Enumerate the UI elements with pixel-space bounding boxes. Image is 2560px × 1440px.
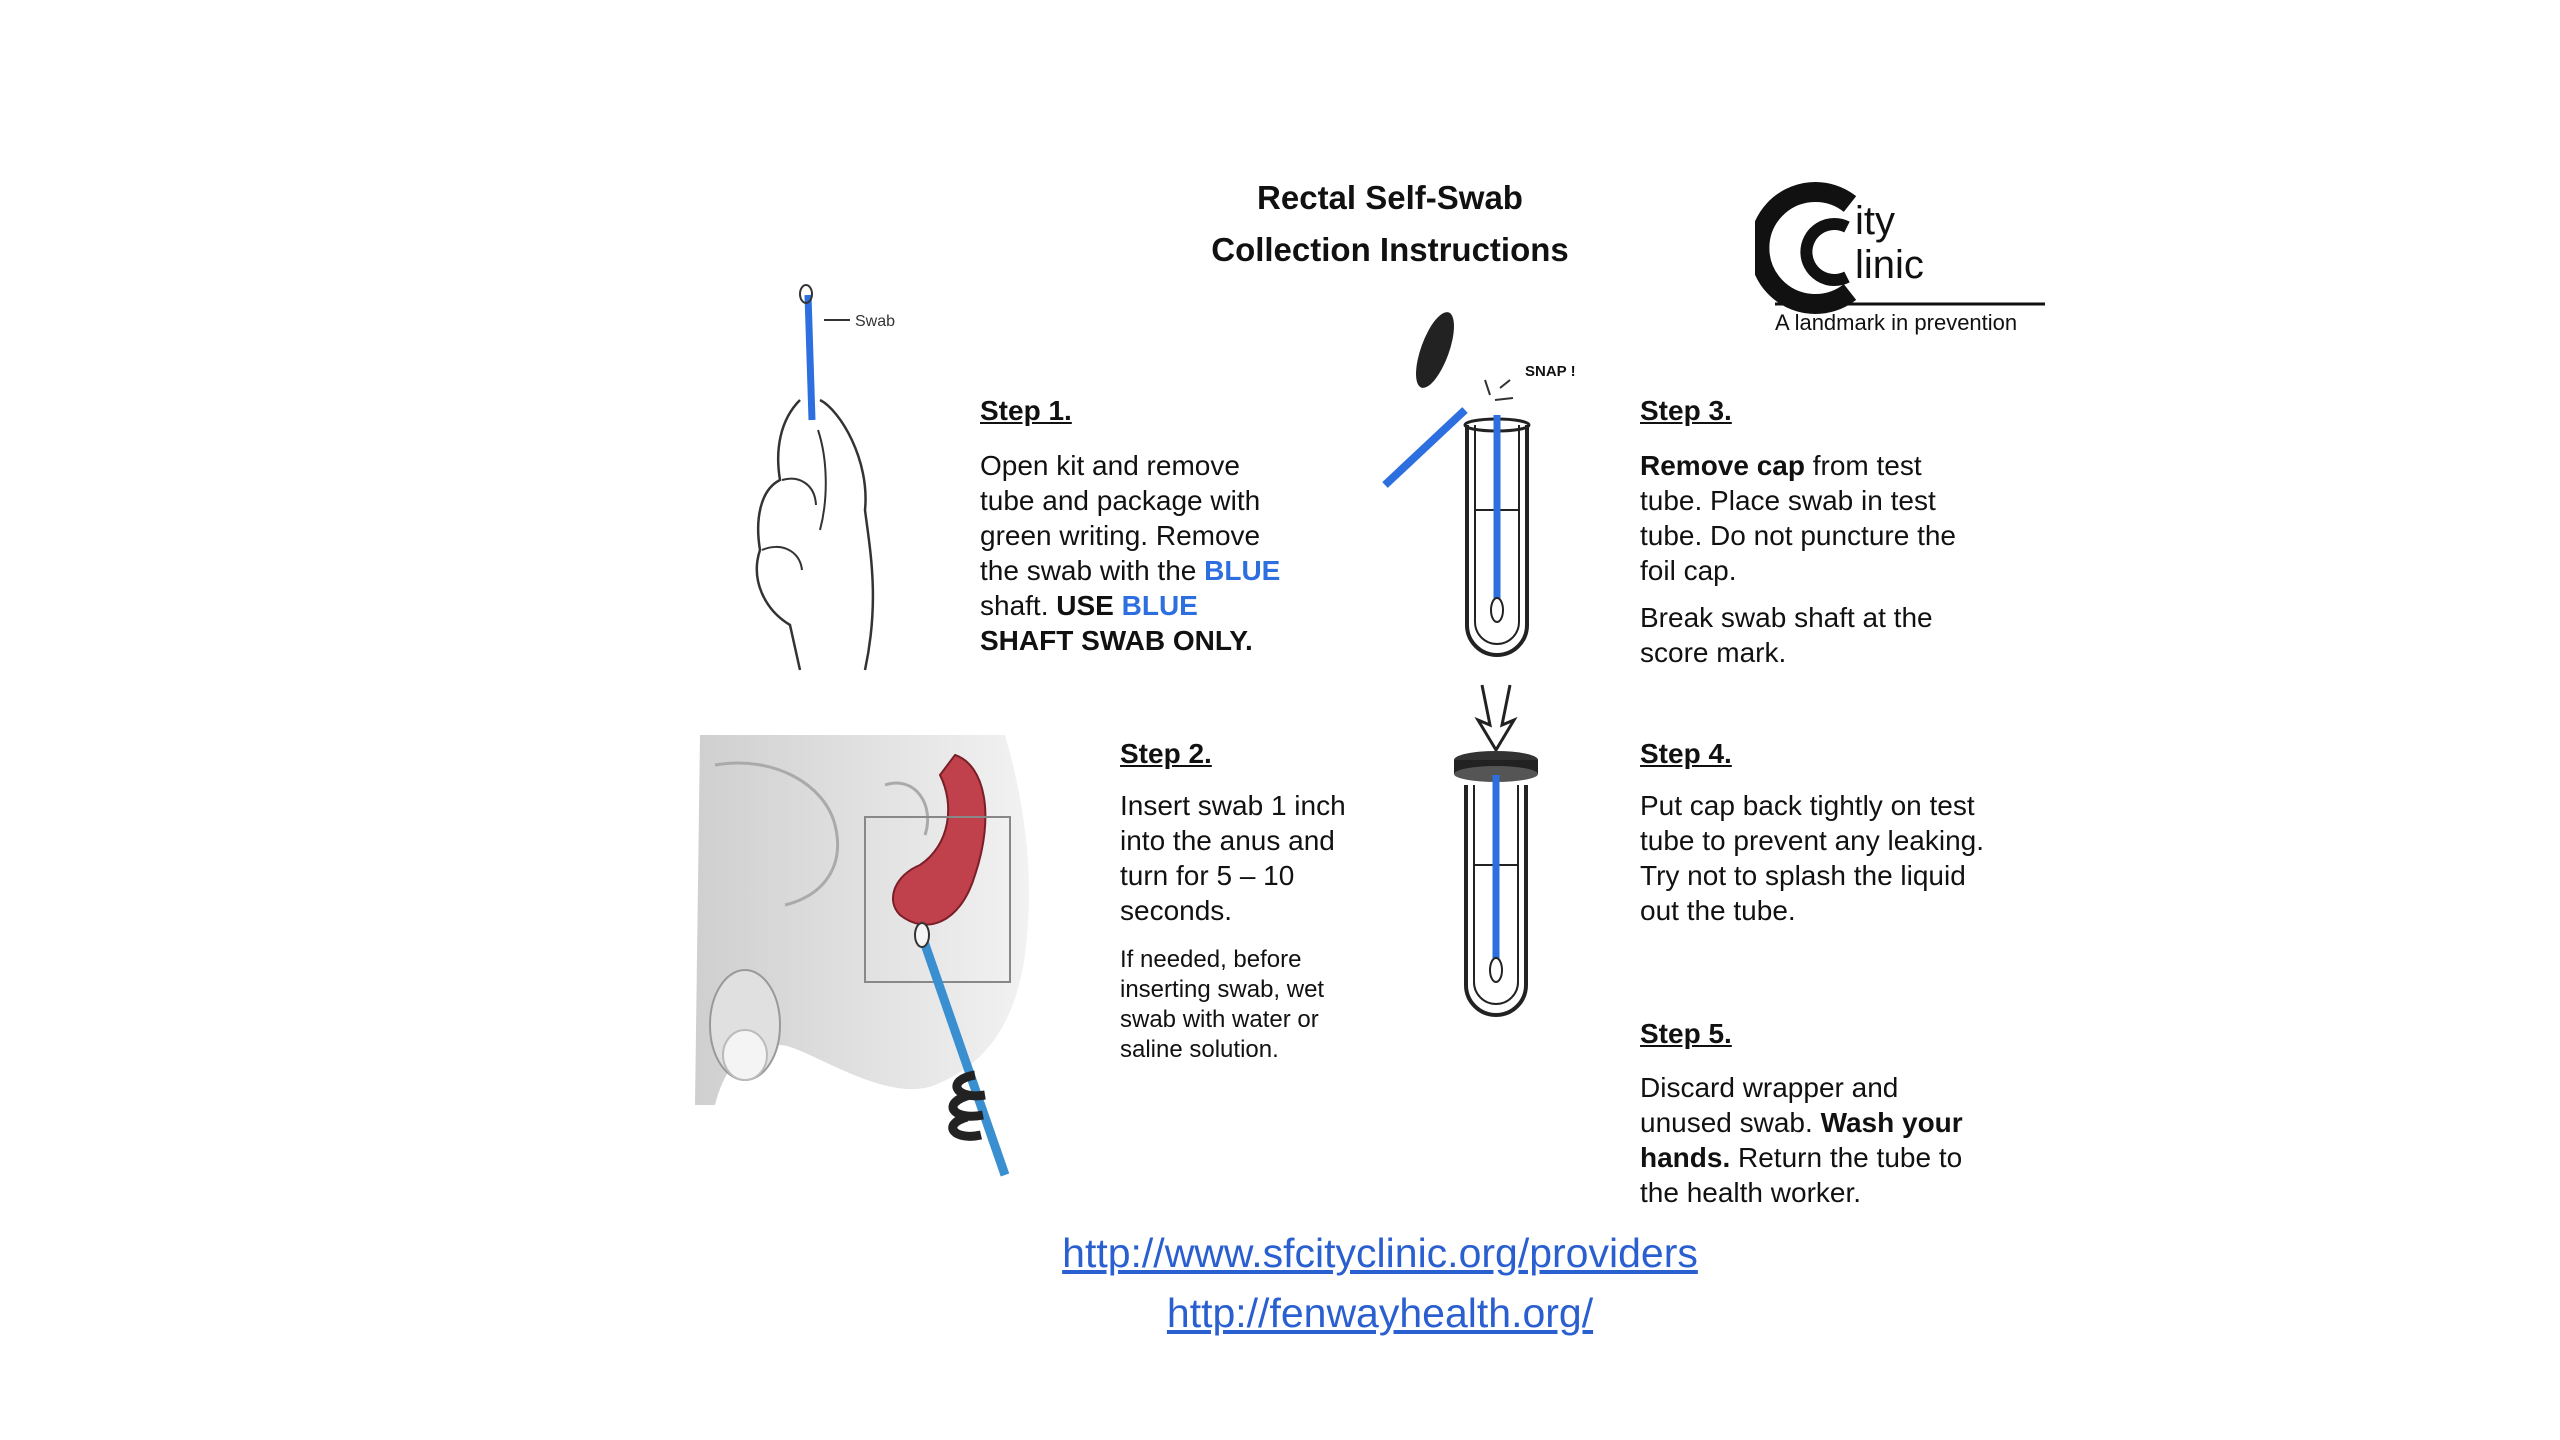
logo-ity: ity (1855, 199, 1895, 243)
fenwayhealth-link[interactable]: http://fenwayhealth.org/ (1166, 1290, 1594, 1336)
page-title: Rectal Self-Swab Collection Instructions (1211, 179, 1569, 268)
step1-text: Open kit and remove tube and package with green writing. Remove the swab with the BLUE shaft. USE BLUE SHAFT SWAB ONLY. (980, 450, 1281, 656)
snap-label: SNAP ! (1525, 363, 1576, 380)
step2-text: Insert swab 1 inch into the anus and turn for 5 – 10 seconds. (1120, 790, 1346, 926)
tube-snap-illustration (1375, 300, 1615, 660)
step1-heading: Step 1. (980, 395, 1072, 426)
step4-text: Put cap back tightly on test tube to prevent any leaking. Try not to splash the liquid out the tube. (1640, 790, 1985, 926)
hand-swab-illustration (720, 280, 940, 680)
step5-text: Discard wrapper and unused swab. Wash your hands. Return the tube to the health worker. (1640, 1072, 1963, 1208)
swab-label: Swab (855, 313, 896, 330)
step5-heading: Step 5. (1640, 1018, 1732, 1049)
city-clinic-logo (1755, 172, 2055, 342)
step4-heading: Step 4. (1640, 738, 1732, 769)
step3-text: Remove cap from test tube. Place swab in test tube. Do not puncture the foil cap. Break swab shaft at the score mark. (1640, 450, 1956, 668)
tube-cap-illustration (1420, 680, 1580, 1030)
step3-heading: Step 3. (1640, 395, 1732, 426)
step2-note: If needed, before inserting swab, wet swab with water or saline solution. (1120, 946, 1325, 1063)
step2-heading: Step 2. (1120, 738, 1212, 769)
sfcityclinic-link[interactable]: http://www.sfcityclinic.org/providers (1062, 1230, 1698, 1276)
logo-linic: linic (1855, 243, 1924, 287)
logo-graphic (1755, 172, 2055, 342)
logo-tagline: A landmark in prevention (1775, 310, 2018, 335)
anatomy-illustration (685, 725, 1080, 1185)
